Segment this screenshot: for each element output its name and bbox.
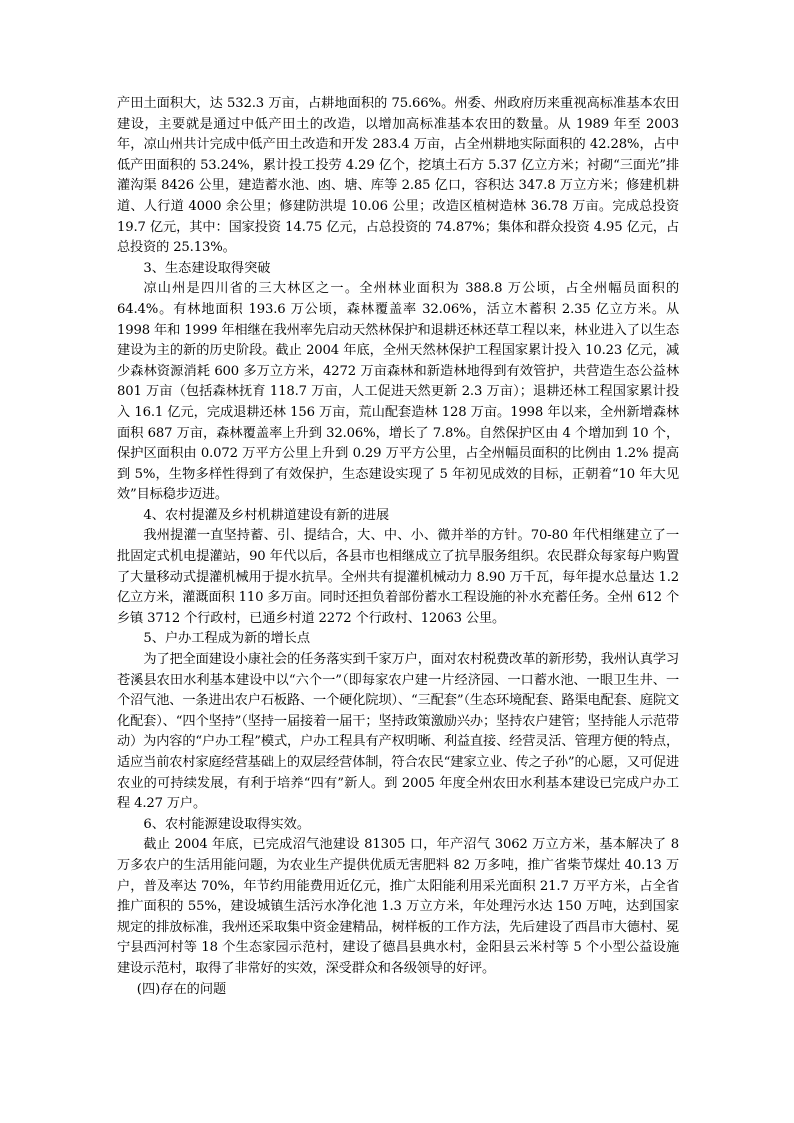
- section-6-heading: 6、农村能源建设取得实效。: [143, 816, 311, 832]
- section-4-heading: 4、农村提灌及乡村机耕道建设有新的进展: [143, 507, 390, 523]
- section-3-paragraph: 凉山州是四川省的三大林区之一。全州林业面积为 388.8 万公顷，占全州幅员面积的 64.4%。有林地面积 193.6 万公顷，森林覆盖率 32.06%，活立木蓄积 2.35 亿立方米。从 1998 年和 1999 年相继在我州率先启动天然林保护和退耕还林还草工程以来，林业进入了以生态建设为主的新的历史阶段。截止 2004 年底，全州天然林保护工程国家累计投入 10.23 亿元，减少森林资源消耗 600 多万立方米，4272 万亩森林和新造林地得到有效管护，共营造生态公益林 801 万亩（包括森林抚育 118.7 万亩，人工促进天然更新 2.3 万亩）；退耕还林工程国家累计投入 16.1 亿元，完成退耕还林 156 万亩，荒山配套造林 128 万亩。1998 年以来，全州新增森林面积 687 万亩，森林覆盖率上升到 32.06%，增长了 7.8%。自然保护区由 4 个增加到 10 个，保护区面积由 0.072 万平方公里上升到 0.29 万平方公里，占全州幅员面积的比例由 1.2% 提高到 5%，生物多样性得到了有效保护，生态建设实现了 5 年初见成效的目标，正朝着“10 年大见效”目标稳步迈进。: [117, 281, 679, 503]
- section-5-paragraph: 为了把全面建设小康社会的任务落实到千家万户，面对农村税费改革的新形势，我州认真学习苍溪县农田水利基本建设中以“六个一”（即每家农户建一片经济园、一口蓄水池、一眼卫生井、一个沼气池、一条进出农户石板路、一个硬化院坝）、“三配套”（生态环境配套、路渠电配套、庭院文化配套）、“四个坚持”（坚持一届接着一届干；坚持政策激励兴办；坚持农户建管；坚持能人示范带动）为内容的“户办工程”模式，户办工程具有产权明晰、利益直接、经营灵活、管理方便的特点，适应当前农村家庭经营基础上的双层经营体制，符合农民“建家立业、传之子孙”的心愿，又可促进农业的可持续发展，有利于培养“四有”新人。到 2005 年度全州农田水利基本建设已完成户办工程 4.27 万户。: [117, 652, 679, 812]
- document-page: [117, 94, 679, 1000]
- section-4-paragraph: 我州提灌一直坚持蓄、引、提结合，大、中、小、微并举的方针。70-80 年代相继建立了一批固定式机电提灌站，90 年代以后，各县市也相继成立了抗旱服务组织。农民群众每家每户购置了大量移动式提灌机械用于提水抗旱。全州共有提灌机械动力 8.90 万千瓦，每年提水总量达 1.2 亿立方米，灌溉面积 110 多万亩。同时还担负着部份蓄水工程设施的补水充蓄任务。全州 612 个乡镇 3712 个行政村，已通乡村道 2272 个行政村、12063 公里。: [117, 528, 679, 626]
- part-4-heading: (四)存在的问题: [136, 981, 227, 997]
- section-6-paragraph: 截止 2004 年底，已完成沼气池建设 81305 口，年产沼气 3062 万立方米，基本解决了 8 万多农户的生活用能问题，为农业生产提供优质无害肥料 82 万多吨，推广省柴节煤灶 40.13 万户，普及率达 70%，年节约用能费用近亿元，推广太阳能利用采光面积 21.7 万平方米，占全省推广面积的 55%，建设城镇生活污水净化池 1.3 万立方米，年处理污水达 150 万吨，达到国家规定的排放标准，我州还采取集中资金建精品，树样板的工作方法，先后建设了西昌市大德村、冕宁县西河村等 18 个生态家园示范村，建设了德昌县典水村，金阳县云米村等 5 个小型公益设施建设示范村，取得了非常好的实效，深受群众和各级领导的好评。: [117, 837, 679, 976]
- section-5-heading: 5、户办工程成为新的增长点: [143, 631, 311, 647]
- section-3-heading: 3、生态建设取得突破: [143, 260, 271, 276]
- intro-paragraph: 产田土面积大，达 532.3 万亩，占耕地面积的 75.66%。州委、州政府历来重视高标准基本农田建设，主要就是通过中低产田土的改造，以增加高标准基本农田的数量。从 1989 年至 2003 年，凉山州共计完成中低产田土改造和开发 283.4 万亩，占全州耕地实际面积的 42.28%，占中低产田面积的 53.24%，累计投工投劳 4.29 亿个，挖填土石方 5.37 亿立方米；衬砌“三面光”排灌沟渠 8426 公里，建造蓄水池、凼、塘、库等 2.85 亿口，容积达 347.8 万立方米；修建机耕道、人行道 4000 余公里；修建防洪堤 10.06 公里；改造区植树造林 36.78 万亩。完成总投资 19.7 亿元，其中：国家投资 14.75 亿元，占总投资的 74.87%；集体和群众投资 4.95 亿元，占总投资的 25.13%。: [117, 96, 679, 256]
